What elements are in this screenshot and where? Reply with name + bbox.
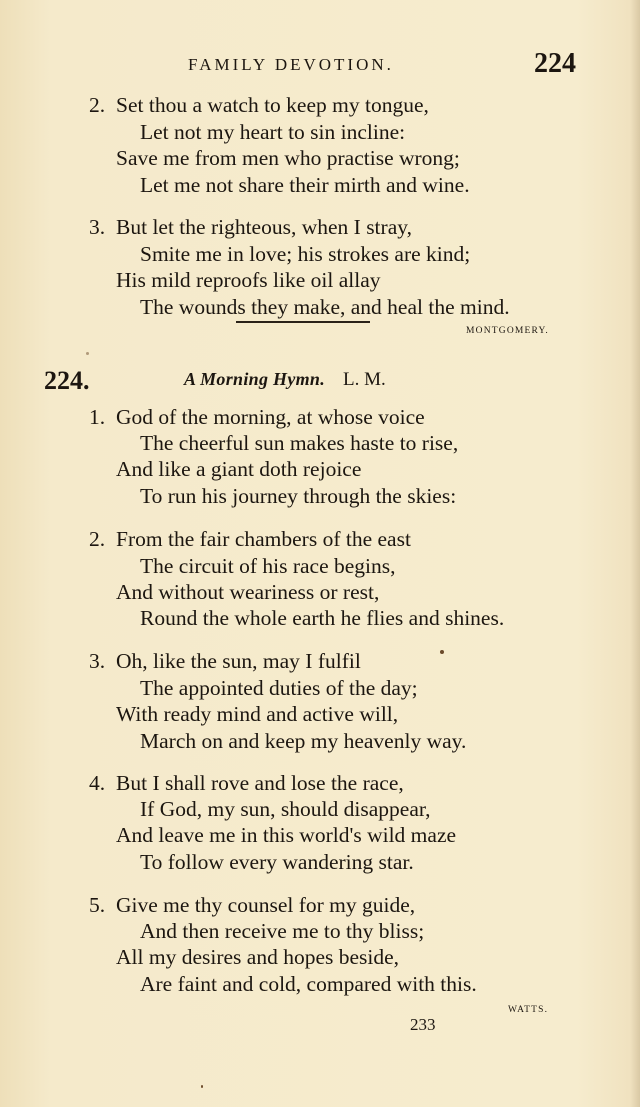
stanza-line: And then receive me to thy bliss; — [140, 919, 425, 943]
stanza-number: 4. — [89, 771, 106, 795]
author-attribution: WATTS. — [508, 1005, 549, 1015]
stanza-line: March on and keep my heavenly way. — [140, 729, 467, 753]
stanza-line: Let not my heart to sin incline: — [140, 120, 406, 144]
stanza-line: Save me from men who practise wrong; — [116, 146, 460, 170]
stanza-line: Let me not share their mirth and wine. — [140, 173, 470, 197]
paper-speck — [86, 352, 89, 355]
stanza-line: 5. Give me thy counsel for my guide, — [89, 893, 416, 917]
stanza-line: With ready mind and active will, — [116, 702, 399, 726]
stanza-line: The circuit of his race begins, — [140, 554, 396, 578]
stanza-line: His mild reproofs like oil allay — [116, 268, 381, 292]
stanza-line: And without weariness or rest, — [116, 580, 380, 604]
stanza-line: Smite me in love; his strokes are kind; — [140, 242, 471, 266]
stanza-line: 3. But let the righteous, when I stray, — [89, 215, 412, 239]
stanza-number: 2. — [89, 527, 106, 551]
stanza-line: If God, my sun, should disappear, — [140, 797, 431, 821]
stanza-line: 4. But I shall rove and lose the race, — [89, 771, 404, 795]
author-attribution: MONTGOMERY. — [466, 326, 549, 336]
stanza-line: All my desires and hopes beside, — [116, 945, 400, 969]
stanza-line: 3. Oh, like the sun, may I fulfil — [89, 649, 361, 673]
stanza-line: Are faint and cold, compared with this. — [140, 972, 477, 996]
stanza-number: 5. — [89, 893, 106, 917]
stanza-line: The wounds they make, and heal the mind. — [140, 295, 510, 319]
section-divider — [236, 321, 370, 323]
hymn-title: A Morning Hymn. — [184, 369, 326, 389]
paper-speck — [201, 1085, 203, 1088]
hymn-meter: L. M. — [343, 369, 386, 390]
stanza-number: 1. — [89, 405, 106, 429]
paper-speck — [440, 650, 444, 654]
page-number: 233 — [410, 1015, 436, 1034]
stanza-number: 3. — [89, 215, 106, 239]
stanza-line: To run his journey through the skies: — [140, 484, 457, 508]
stanza-line: To follow every wandering star. — [140, 850, 414, 874]
stanza-line: 2. From the fair chambers of the east — [89, 527, 411, 551]
stanza-line: The cheerful sun makes haste to rise, — [140, 431, 459, 455]
page-edge-shadow — [630, 0, 640, 1107]
running-title: FAMILY DEVOTION. — [188, 55, 394, 74]
stanza-number: 2. — [89, 93, 106, 117]
stanza-line: 2. Set thou a watch to keep my tongue, — [89, 93, 429, 117]
stanza-line: The appointed duties of the day; — [140, 676, 418, 700]
stanza-line: Round the whole earth he flies and shines. — [140, 606, 505, 630]
hymn-heading — [184, 369, 386, 391]
header-hymn-number: 224 — [534, 48, 576, 79]
stanza-line: And like a giant doth rejoice — [116, 457, 362, 481]
hymn-number: 224. — [44, 366, 90, 395]
stanza-line: And leave me in this world's wild maze — [116, 823, 457, 847]
stanza-line: 1. God of the morning, at whose voice — [89, 405, 425, 429]
stanza-number: 3. — [89, 649, 106, 673]
